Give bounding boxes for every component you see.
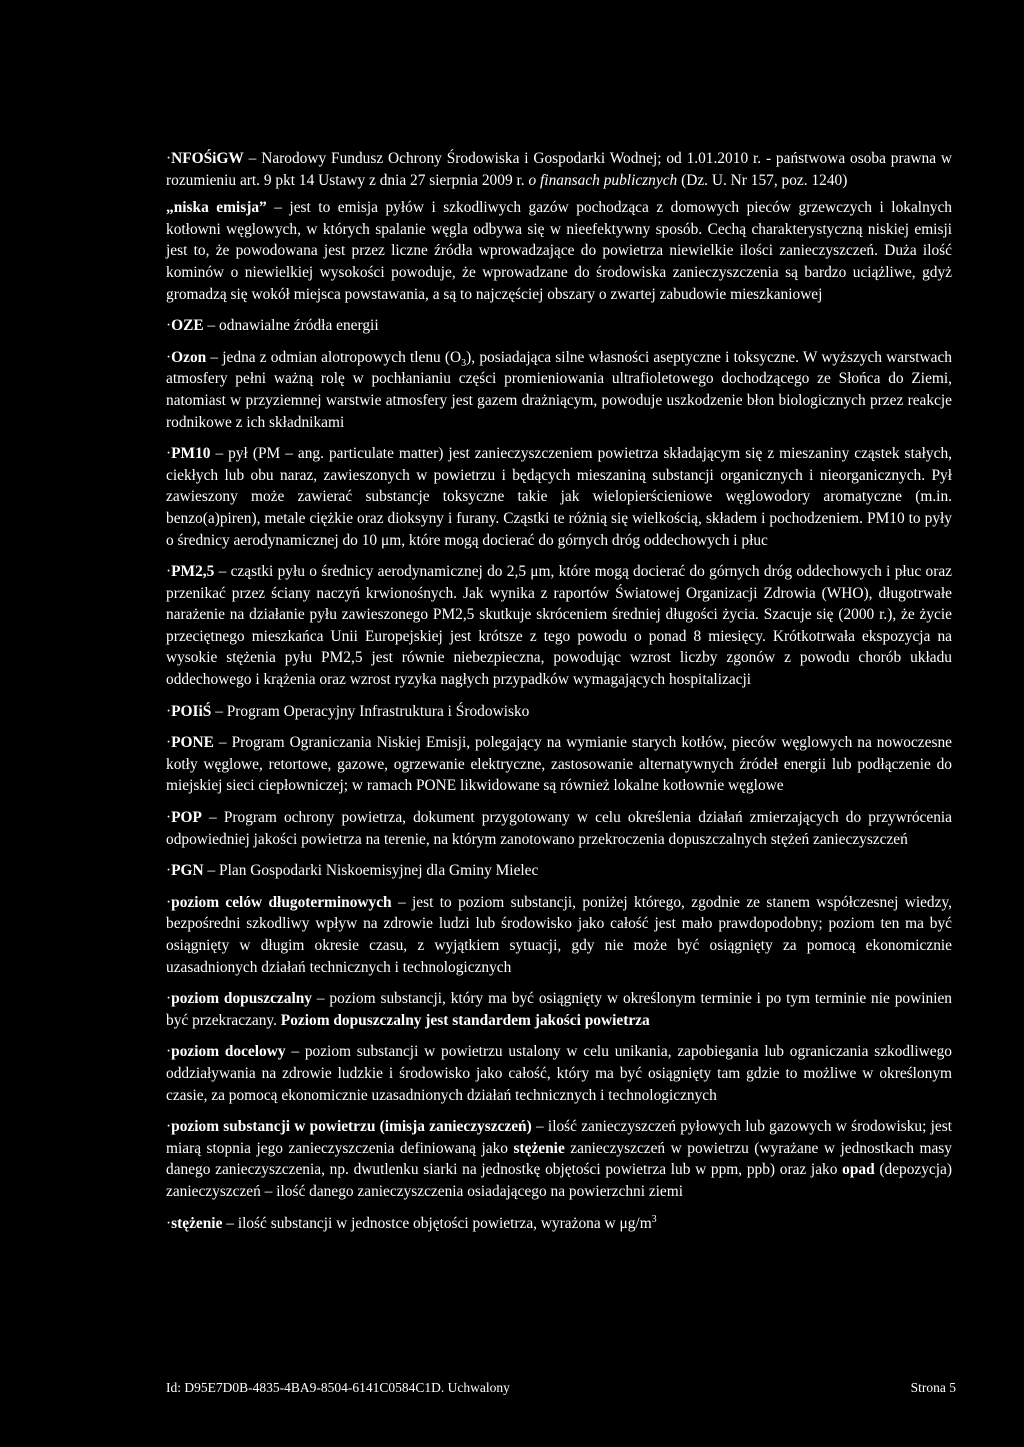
definition-bold: Poziom dopuszczalny jest standardem jakości powietrza (280, 1011, 650, 1029)
entry-niska-emisja (166, 197, 952, 305)
term: Ozon (171, 348, 207, 366)
entry-pop: ·POP – Program ochrony powietrza, dokument przygotowany w celu określenia działań zmierzających do przywrócenia odpowiedniej jakości powietrza na terenie, na którym zanotowano przekroczenia dopuszczalnych stężeń zanieczyszczeń (166, 809, 952, 848)
term: stężenie (171, 1214, 223, 1232)
definition-text: – Program Operacyjny Infrastruktura i Środowisko (211, 702, 530, 720)
definition-text: – odnawialne źródła energii (203, 317, 379, 335)
definition-text: – Narodowy Fundusz Ochrony Środowiska i Gospodarki Wodnej; od 1.01.2010 r. - państwowa osoba prawna w rozumieniu art. 9 pkt 14 Ustawy z dnia 27 sierpnia 2009 r. (166, 150, 952, 189)
definition-text: – Program Ograniczania Niskiej Emisji, polegający na wymianie starych kotłów, pieców węglowych na nowoczesne kotły węglowe, retortowe, gazowe, ogrzewanie elektryczne, zastosowanie alternatywnych źródeł energii lub podłączenie do miejskiej sieci ciepłowniczej; w ramach PONE likwidowane są również lokalne kotłownie węglowe (166, 734, 952, 795)
definition-text: – jest to emisja pyłów i szkodliwych gazów pochodząca z domowych pieców grzewczych i lokalnych kotłowni węglowych, w których spalanie węgla odbywa się w nieefektywny sposób. Cechą charakterystyczną niskiej emisji jest to, że powodowana jest przez liczne źródła wprowadzające do powietrza niewielkie ilości zanieczyszczeń. Duża ilość kominów o niewielkiej wysokości powoduje, że wprowadzane do środowiska zanieczyszczenia są bardzo uciążliwe, gdyż gromadzą się wokół miejsca powstawania, a są to najczęściej obszary o zwartej zabudowie mieszkaniowej (166, 199, 952, 303)
term: poziom substancji w powietrzu (imisja zanieczyszczeń) (171, 1118, 532, 1136)
definition-text: – poziom substancji w powietrzu ustalony w celu unikania, zapobiegania lub ograniczania szkodliwego oddziaływania na zdrowie ludzkie i środowisko jako całość, który ma być osiągnięty tam gdzie to możliwe w określonym czasie, za pomocą ekonomicznie uzasadnionych działań technicznych i technologicznych (166, 1043, 953, 1104)
definition-text: ), posiadająca silne własności aseptyczne i toksyczne. W wyższych warstwach atmosfery pełni ważną rolę w pochłanianiu części promieniowania ultrafioletowego dochodzącego ze Słońca do Ziemi, natomiast w przyziemnej warstwie atmosfery jest gazem drażniącym, powoduje uszkodzenie błon biologicznych przez reakcje rodnikowe z ich składnikami (166, 348, 952, 431)
definition-text: – ilość substancji w jednostce objętości powietrza, wyrażona w μg/m (222, 1214, 652, 1232)
entry-oze: ·OZE – odnawialne źródła energii (166, 317, 379, 335)
superscript: 3 (651, 1213, 657, 1225)
entry-poiis: ·POIiŚ – Program Operacyjny Infrastruktura i Środowisko (166, 702, 530, 720)
definition-bold: opad (842, 1161, 875, 1179)
definition-text: (Dz. U. Nr 157, poz. 1240) (677, 171, 848, 189)
definition-text: (depozycja) zanieczyszczeń – ilość danego zanieczyszczenia osiadającego na powierzchni ziemi (166, 1161, 952, 1200)
definition-bold: stężenie (513, 1139, 565, 1157)
definition-text: – poziom substancji, który ma być osiągnięty w określonym terminie i po tym terminie nie powinien być przekraczany. (166, 990, 953, 1029)
definition-text: – jest to poziom substancji, poniżej którego, zgodnie ze stanem współczesnej wiedzy, bezpośredni szkodliwy wpływ na zdrowie ludzi lub środowisko jako całość jest mało prawdopodobny; poziom ten ma być osiągnięty w długim okresie czasu, z wyjątkiem sytuacji, gdy nie może być osiągnięty za pomocą ekonomicznie uzasadnionych działań technicznych i technologicznych (166, 893, 952, 976)
entry-poziom-substancji: ·poziom substancji w powietrzu (imisja zanieczyszczeń) – ilość zanieczyszczeń pyłowych lub gazowych w środowisku; jest miarą stopnia jego zanieczyszczenia definiowaną jako stężenie zanieczyszczeń w powietrzu (wyrażane w jednostkach masy danego zanieczyszczenia, np. dwutlenku siarki na jednostkę objętości powietrza lub w ppm, ppb) oraz jako opad (depozycja) zanieczyszczeń – ilość danego zanieczyszczenia osiadającego na powierzchni ziemi (166, 1118, 952, 1200)
entry-poziom-docelowy: ·poziom docelowy – poziom substancji w powietrzu ustalony w celu unikania, zapobiegania lub ograniczania szkodliwego oddziaływania na zdrowie ludzkie i środowisko jako całość, który ma być osiągnięty tam gdzie to możliwe w określonym czasie, za pomocą ekonomicznie uzasadnionych działań technicznych i technologicznych (166, 1043, 953, 1104)
entry-pgn: ·PGN – Plan Gospodarki Niskoemisyjnej dla Gminy Mielec (166, 862, 539, 880)
document-body (166, 148, 952, 1244)
page-footer (166, 1380, 956, 1396)
definition-text: – Program ochrony powietrza, dokument przygotowany w celu określenia działań zmierzających do przywrócenia odpowiedniej jakości powietrza na terenie, na którym zanotowano przekroczenia dopuszczalnych stężeń zanieczyszczeń (166, 809, 952, 848)
entry-pone: ·PONE – Program Ograniczania Niskiej Emisji, polegający na wymianie starych kotłów, pieców węglowych na nowoczesne kotły węglowe, retortowe, gazowe, ogrzewanie elektryczne, zastosowanie alternatywnych źródeł energii lub podłączenie do miejskiej sieci ciepłowniczej; w ramach PONE likwidowane są również lokalne kotłownie węglowe (166, 734, 952, 795)
definition-text: zanieczyszczeń w powietrzu (wyrażane w jednostkach masy danego zanieczyszczenia, np. dwutlenku siarki na jednostkę objętości powietrza lub w ppm, ppb) oraz jako (166, 1139, 952, 1179)
term: poziom dopuszczalny (171, 990, 312, 1008)
term: PM10 (171, 445, 211, 463)
definition-text: – jedna z odmian alotropowych tlenu (O (206, 348, 462, 366)
definition-italic: o finansach publicznych (528, 171, 678, 189)
term: OZE (171, 317, 204, 335)
definition-text: – cząstki pyłu o średnicy aerodynamicznej do 2,5 μm, które mogą docierać do górnych dróg oddechowych i płuc oraz przenikać przez ściany naczyń krwionośnych. Jak wynika z raportów Światowej Organizacji Zdrowia (WHO), długotrwałe narażenie na działanie pyłu zawieszonego PM2,5 skutkuje skróceniem średniej długości życia. Szacuje się (2000 r.), że życie przeciętnego mieszkańca Unii Europejskiej jest krótsze z tego powodu o ponad 8 miesięcy. Krótkotrwała ekspozycja na wysokie stężenia pyłu PM2,5 jest równie niebezpieczna, powodując wzrost liczby zgonów z powodu chorób układu oddechowego i krążenia oraz wzrost ryzyka nagłych przypadków wymagających hospitalizacji (166, 563, 952, 689)
subscript: 3 (461, 357, 467, 369)
entry-nfosigw: ·NFOŚiGW – Narodowy Fundusz Ochrony Środowiska i Gospodarki Wodnej; od 1.01.2010 r. - państwowa osoba prawna w rozumieniu art. 9 pkt 14 Ustawy z dnia 27 sierpnia 2009 r. o finansach publicznych (Dz. U. Nr 157, poz. 1240) (166, 150, 952, 189)
definition-text: – Plan Gospodarki Niskoemisyjnej dla Gminy Mielec (203, 862, 539, 880)
page-number: Strona 5 (910, 1380, 956, 1395)
term: NFOŚiGW (171, 150, 244, 167)
entry-poziom-dopuszczalny: ·poziom dopuszczalny – poziom substancji, który ma być osiągnięty w określonym terminie i po tym terminie nie powinien być przekraczany. Poziom dopuszczalny jest standardem jakości powietrza (166, 990, 953, 1029)
definition-text: – pył (PM – ang. particulate matter) jest zanieczyszczeniem powietrza składającym się z mieszaniny cząstek stałych, ciekłych lub obu naraz, zawieszonych w powietrzu i będących mieszaniną substancji organicznych i nieorganicznych. Pył zawieszony może zawierać substancje toksyczne takie jak wielopierścieniowe węglowodory aromatyczne (m.in. benzo(a)piren), metale ciężkie oraz dioksyny i furany. Cząstki te różnią się wielkością, składem i pochodzeniem. PM10 to pyły o średnicy aerodynamicznej do 10 μm, które mogą docierać do górnych dróg oddechowych i płuc (166, 445, 952, 549)
document-id: Id: D95E7D0B-4835-4BA9-8504-6141C0584C1D. Uchwalony (166, 1380, 510, 1395)
term: poziom celów długoterminowych (171, 893, 392, 911)
term: poziom docelowy (171, 1043, 286, 1061)
entry-stezenie: ·stężenie – ilość substancji w jednostce objętości powietrza, wyrażona w $\mu g/m^3$ (166, 1213, 657, 1232)
term: POP (171, 809, 202, 827)
entry-ozon: ·Ozon – jedna z odmian alotropowych tlenu $(O_3)$, posiadająca silne własności aseptyczne i toksyczne. W wyższych warstwach atmosfery pełni ważną rolę w pochłanianiu części promieniowania ultrafioletowego dochodzącego ze Słońca do Ziemi, natomiast w przyziemnej warstwie atmosfery jest gazem drażniącym, powoduje uszkodzenie błon biologicznych przez reakcje rodnikowe z ich składnikami (166, 348, 952, 431)
term: „niska emisja” (166, 199, 267, 217)
entry-pm25: ·PM2,5 – cząstki pyłu o średnicy aerodynamicznej do 2,5 μm, które mogą docierać do górnych dróg oddechowych i płuc oraz przenikać przez ściany naczyń krwionośnych. Jak wynika z raportów Światowej Organizacji Zdrowia (WHO), długotrwałe narażenie na działanie pyłu zawieszonego PM2,5 skutkuje skróceniem średniej długości życia. Szacuje się (2000 r.), że życie przeciętnego mieszkańca Unii Europejskiej jest krótsze z tego powodu o ponad 8 miesięcy. Krótkotrwała ekspozycja na wysokie stężenia pyłu PM2,5 jest równie niebezpieczna, powodując wzrost liczby zgonów z powodu chorób układu oddechowego i krążenia oraz wzrost ryzyka nagłych przypadków wymagających hospitalizacji (166, 563, 952, 689)
entry-poziom-celow: ·poziom celów długoterminowych – jest to poziom substancji, poniżej którego, zgodnie ze stanem współczesnej wiedzy, bezpośredni szkodliwy wpływ na zdrowie ludzi lub środowisko jako całość jest mało prawdopodobny; poziom ten ma być osiągnięty w długim okresie czasu, z wyjątkiem sytuacji, gdy nie może być osiągnięty za pomocą ekonomicznie uzasadnionych działań technicznych i technologicznych (166, 893, 952, 976)
term: PONE (171, 734, 214, 752)
definition-text: – ilość zanieczyszczeń pyłowych lub gazowych w środowisku; jest miarą stopnia jego zanieczyszczenia definiowaną jako (166, 1118, 952, 1157)
term: PM2,5 (171, 563, 215, 581)
term: POIiŚ (171, 702, 212, 720)
entry-pm10: ·PM10 – pył (PM – ang. particulate matter) jest zanieczyszczeniem powietrza składającym się z mieszaniny cząstek stałych, ciekłych lub obu naraz, zawieszonych w powietrzu i będących mieszaniną substancji organicznych i nieorganicznych. Pył zawieszony może zawierać substancje toksyczne takie jak wielopierścieniowe węglowodory aromatyczne (m.in. benzo(a)piren), metale ciężkie oraz dioksyny i furany. Cząstki te różnią się wielkością, składem i pochodzeniem. PM10 to pyły o średnicy aerodynamicznej do 10 μm, które mogą docierać do górnych dróg oddechowych i płuc (166, 445, 952, 549)
term: PGN (171, 862, 204, 880)
